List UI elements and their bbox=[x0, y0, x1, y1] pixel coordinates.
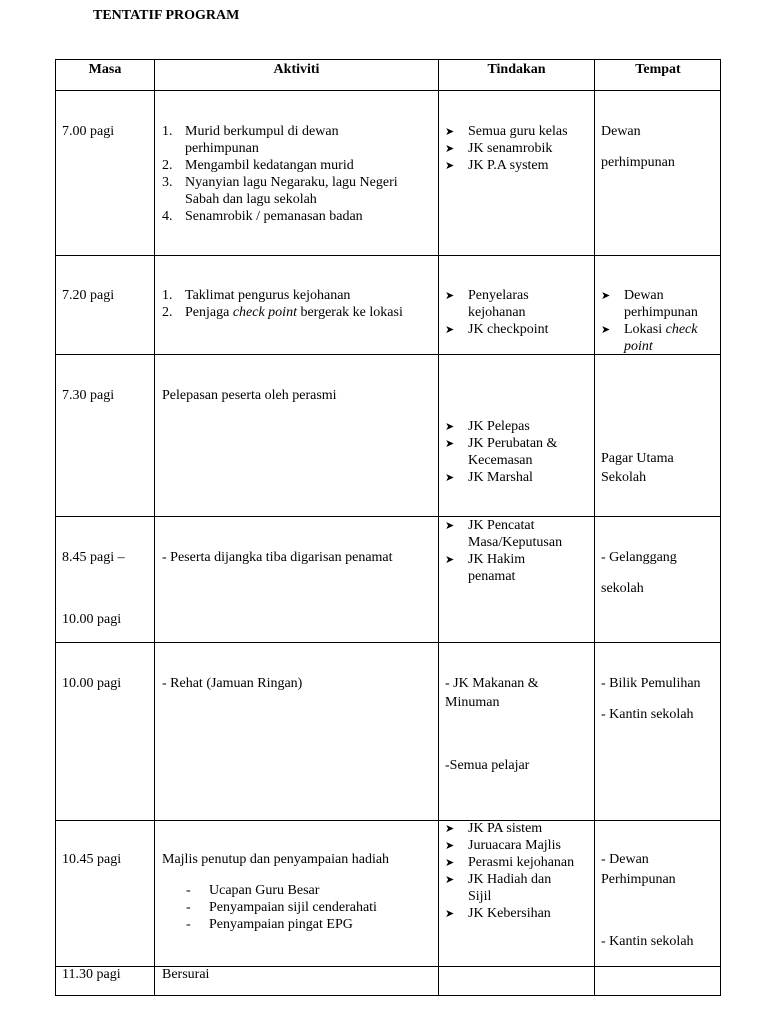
bullet-item: ➤ JK P.A system bbox=[445, 158, 549, 173]
list-item: 1. Taklimat pengurus kejohanan bbox=[162, 288, 351, 303]
place-text: - Kantin sekolah bbox=[601, 934, 694, 949]
time-cell: 7.00 pagi bbox=[62, 124, 115, 139]
place-text: - Gelanggang bbox=[601, 550, 677, 565]
dash-item: - Penyampaian sijil cenderahati bbox=[186, 900, 377, 915]
arrowhead-bullet-icon: ➤ bbox=[445, 822, 455, 835]
place-text: Sekolah bbox=[601, 470, 647, 485]
list-item bbox=[162, 208, 363, 225]
bullet-item-continued: Kecemasan bbox=[468, 453, 533, 468]
row-divider bbox=[56, 820, 720, 821]
header-tempat: Tempat bbox=[635, 62, 681, 77]
place-text: perhimpunan bbox=[601, 155, 675, 170]
place-text: sekolah bbox=[601, 581, 644, 596]
bullet-item: ➤ Juruacara Majlis bbox=[445, 838, 561, 853]
place-text: Pagar Utama bbox=[601, 451, 674, 466]
bullet-item-continued: point bbox=[624, 339, 653, 354]
bullet-item-continued: Masa/Keputusan bbox=[468, 535, 563, 550]
list-number: 3. bbox=[162, 175, 173, 190]
bullet-item-continued: Sijil bbox=[468, 889, 492, 904]
action-text: -Semua pelajar bbox=[445, 758, 530, 773]
time-cell: 11.30 pagi bbox=[62, 967, 121, 982]
bullet-item: ➤ Penyelaras bbox=[445, 288, 529, 303]
bullet-item: ➤ JK senamrobik bbox=[445, 141, 553, 156]
arrowhead-bullet-icon: ➤ bbox=[445, 873, 455, 886]
bullet-item: ➤ Lokasi check bbox=[601, 322, 698, 337]
place-text: - Kantin sekolah bbox=[601, 707, 694, 722]
arrowhead-bullet-icon: ➤ bbox=[445, 289, 455, 302]
time-cell: 10.00 pagi bbox=[62, 676, 122, 691]
list-item-continued bbox=[162, 140, 259, 157]
row-divider bbox=[56, 966, 720, 967]
time-cell: 7.20 pagi bbox=[62, 288, 115, 303]
arrowhead-bullet-icon: ➤ bbox=[445, 420, 455, 433]
arrowhead-bullet-icon: ➤ bbox=[445, 142, 455, 155]
activity-text: Bersurai bbox=[162, 967, 210, 982]
list-number: 2. bbox=[162, 305, 173, 320]
arrowhead-bullet-icon: ➤ bbox=[445, 125, 455, 138]
list-number: 1. bbox=[162, 288, 173, 303]
bullet-item: ➤ Dewan bbox=[601, 288, 664, 303]
place-text: - Dewan bbox=[601, 852, 649, 867]
list-item-continued bbox=[162, 191, 317, 208]
arrowhead-bullet-icon: ➤ bbox=[445, 907, 455, 920]
list-item bbox=[162, 157, 354, 174]
list-number: 4. bbox=[162, 209, 173, 224]
bullet-item: ➤ JK Hakim bbox=[445, 552, 526, 567]
list-number: 1. bbox=[162, 124, 173, 139]
bullet-item: ➤ JK Pencatat bbox=[445, 518, 535, 533]
activity-text: Pelepasan peserta oleh perasmi bbox=[162, 388, 337, 403]
bullet-item-continued: kejohanan bbox=[468, 305, 526, 320]
column-divider bbox=[438, 60, 439, 995]
bullet-item: ➤ Semua guru kelas bbox=[445, 124, 568, 139]
list-item bbox=[162, 174, 398, 191]
page-title: TENTATIF PROGRAM bbox=[93, 8, 240, 23]
arrowhead-bullet-icon: ➤ bbox=[601, 323, 611, 336]
arrowhead-bullet-icon: ➤ bbox=[445, 839, 455, 852]
bullet-item: ➤ JK Hadiah dan bbox=[445, 872, 552, 887]
list-text: Nyanyian lagu Negaraku, lagu Negeri bbox=[185, 175, 398, 190]
bullet-item: ➤ JK Perubatan & bbox=[445, 436, 558, 451]
activity-text: - Rehat (Jamuan Ringan) bbox=[162, 676, 303, 691]
arrowhead-bullet-icon: ➤ bbox=[445, 323, 455, 336]
place-text: Dewan bbox=[601, 124, 641, 139]
arrowhead-bullet-icon: ➤ bbox=[445, 519, 455, 532]
list-item: 2. Penjaga check point bergerak ke lokasi bbox=[162, 305, 403, 320]
list-text: Murid berkumpul di dewan bbox=[185, 124, 339, 139]
action-text: - JK Makanan & bbox=[445, 676, 539, 691]
bullet-item: ➤ JK PA sistem bbox=[445, 821, 543, 836]
activity-text: Majlis penutup dan penyampaian hadiah bbox=[162, 852, 390, 867]
place-text: - Bilik Pemulihan bbox=[601, 676, 701, 691]
column-divider bbox=[154, 60, 155, 995]
bullet-item-continued: penamat bbox=[468, 569, 516, 584]
program-table bbox=[55, 59, 721, 996]
arrowhead-bullet-icon: ➤ bbox=[601, 289, 611, 302]
list-text: Sabah dan lagu sekolah bbox=[185, 192, 317, 207]
list-text: Senamrobik / pemanasan badan bbox=[185, 209, 363, 224]
time-cell: 7.30 pagi bbox=[62, 388, 115, 403]
bullet-item: ➤ JK checkpoint bbox=[445, 322, 549, 337]
header-masa: Masa bbox=[88, 62, 122, 77]
dash-item: - Penyampaian pingat EPG bbox=[186, 917, 353, 932]
list-item bbox=[162, 123, 339, 140]
row-divider bbox=[56, 255, 720, 256]
list-text: Mengambil kedatangan murid bbox=[185, 158, 354, 173]
arrowhead-bullet-icon: ➤ bbox=[445, 856, 455, 869]
bullet-item: ➤ Perasmi kejohanan bbox=[445, 855, 575, 870]
row-divider bbox=[56, 516, 720, 517]
row-divider bbox=[56, 642, 720, 643]
bullet-item: ➤ JK Kebersihan bbox=[445, 906, 551, 921]
list-number: 2. bbox=[162, 158, 173, 173]
header-aktiviti: Aktiviti bbox=[273, 62, 320, 77]
action-text: Minuman bbox=[445, 695, 500, 710]
dash-item: - Ucapan Guru Besar bbox=[186, 883, 320, 898]
header-tindakan: Tindakan bbox=[487, 62, 546, 77]
time-cell: 10.00 pagi bbox=[62, 612, 122, 627]
arrowhead-bullet-icon: ➤ bbox=[445, 437, 455, 450]
list-text: perhimpunan bbox=[185, 141, 259, 156]
arrowhead-bullet-icon: ➤ bbox=[445, 159, 455, 172]
activity-text: - Peserta dijangka tiba digarisan penamat bbox=[162, 550, 393, 565]
arrowhead-bullet-icon: ➤ bbox=[445, 471, 455, 484]
time-cell: 8.45 pagi – bbox=[62, 550, 125, 565]
time-cell: 10.45 pagi bbox=[62, 852, 122, 867]
bullet-item: ➤ JK Pelepas bbox=[445, 419, 530, 434]
bullet-item-continued: perhimpunan bbox=[624, 305, 698, 320]
place-text: Perhimpunan bbox=[601, 872, 676, 887]
column-divider bbox=[594, 60, 595, 995]
bullet-item: ➤ JK Marshal bbox=[445, 470, 533, 485]
arrowhead-bullet-icon: ➤ bbox=[445, 553, 455, 566]
